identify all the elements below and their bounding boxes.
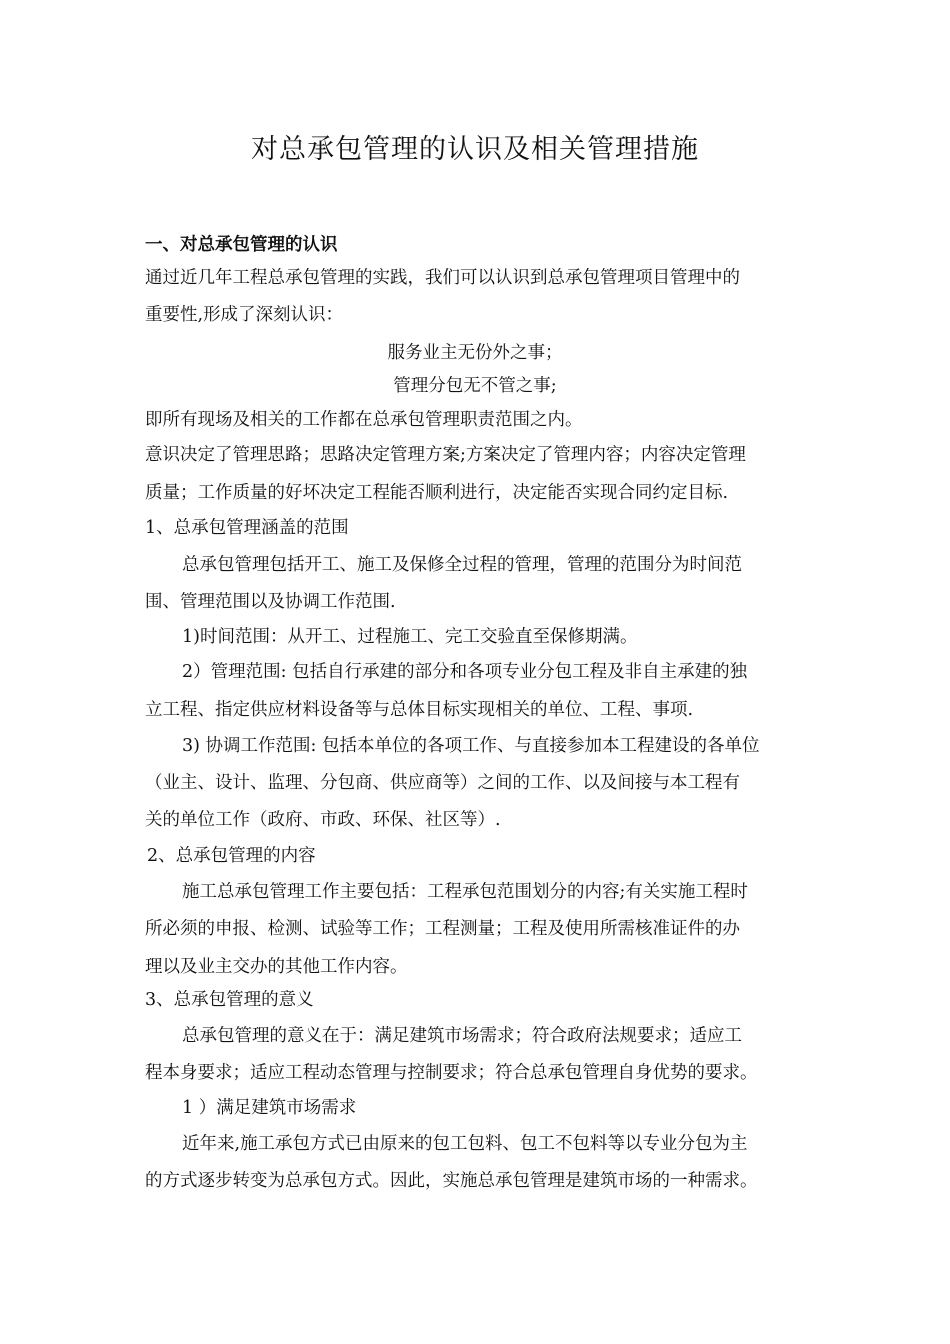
paragraph-line: 总承包管理包括开工、施工及保修全过程的管理，管理的范围分为时间范 bbox=[182, 555, 742, 575]
paragraph-line: 近年来,施工承包方式已由原来的包工包料、包工不包料等以专业分包为主 bbox=[182, 1134, 748, 1154]
list-item: 3) 协调工作范围: 包括本单位的各项工作、与直接参加本工程建设的各单位 bbox=[182, 736, 760, 756]
paragraph-line: 所必须的申报、检测、试验等工作；工程测量；工程及使用所需核准证件的办 bbox=[145, 919, 740, 939]
paragraph-line: 立工程、指定供应材料设备等与总体目标实现相关的单位、工程、事项. bbox=[145, 700, 694, 720]
list-item: 1 ）满足建筑市场需求 bbox=[182, 1098, 357, 1118]
subsection-heading: 1、总承包管理涵盖的范围 bbox=[145, 518, 349, 538]
centered-motto: 服务业主无份外之事； bbox=[387, 343, 563, 363]
list-item: 2）管理范围: 包括自行承建的部分和各项专业分包工程及非自主承建的独 bbox=[182, 662, 748, 682]
paragraph-line: 的方式逐步转变为总承包方式。因此，实施总承包管理是建筑市场的一种需求。 bbox=[145, 1171, 758, 1191]
paragraph-line: 意识决定了管理思路；思路决定管理方案;方案决定了管理内容；内容决定管理 bbox=[145, 445, 746, 465]
paragraph-line: 围、管理范围以及协调工作范围. bbox=[145, 592, 396, 612]
subsection-heading: 3、总承包管理的意义 bbox=[145, 990, 314, 1010]
paragraph-line: 施工总承包管理工作主要包括：工程承包范围划分的内容;有关实施工程时 bbox=[182, 882, 748, 902]
paragraph-line: 质量；工作质量的好坏决定工程能否顺利进行，决定能否实现合同约定目标. bbox=[145, 483, 729, 503]
subsection-heading: 2、总承包管理的内容 bbox=[147, 846, 316, 866]
list-item: 1)时间范围：从开工、过程施工、完工交验直至保修期满。 bbox=[182, 627, 638, 647]
paragraph-line: 重要性,形成了深刻认识： bbox=[145, 305, 344, 325]
paragraph-line: 通过近几年工程总承包管理的实践，我们可以认识到总承包管理项目管理中的 bbox=[145, 268, 740, 288]
paragraph-line: 程本身要求；适应工程动态管理与控制要求；符合总承包管理自身优势的要求。 bbox=[145, 1063, 758, 1083]
paragraph-line: 理以及业主交办的其他工作内容。 bbox=[145, 957, 408, 977]
centered-motto: 管理分包无不管之事; bbox=[393, 376, 557, 396]
paragraph-line: （业主、设计、监理、分包商、供应商等）之间的工作、以及间接与本工程有 bbox=[145, 773, 740, 793]
paragraph-line: 总承包管理的意义在于：满足建筑市场需求；符合政府法规要求；适应工 bbox=[182, 1026, 742, 1046]
document-title: 对总承包管理的认识及相关管理措施 bbox=[251, 134, 699, 165]
paragraph-line: 关的单位工作（政府、市政、环保、社区等）. bbox=[145, 810, 501, 830]
section-heading: 一、对总承包管理的认识 bbox=[145, 235, 338, 255]
paragraph-line: 即所有现场及相关的工作都在总承包管理职责范围之内。 bbox=[145, 410, 583, 430]
